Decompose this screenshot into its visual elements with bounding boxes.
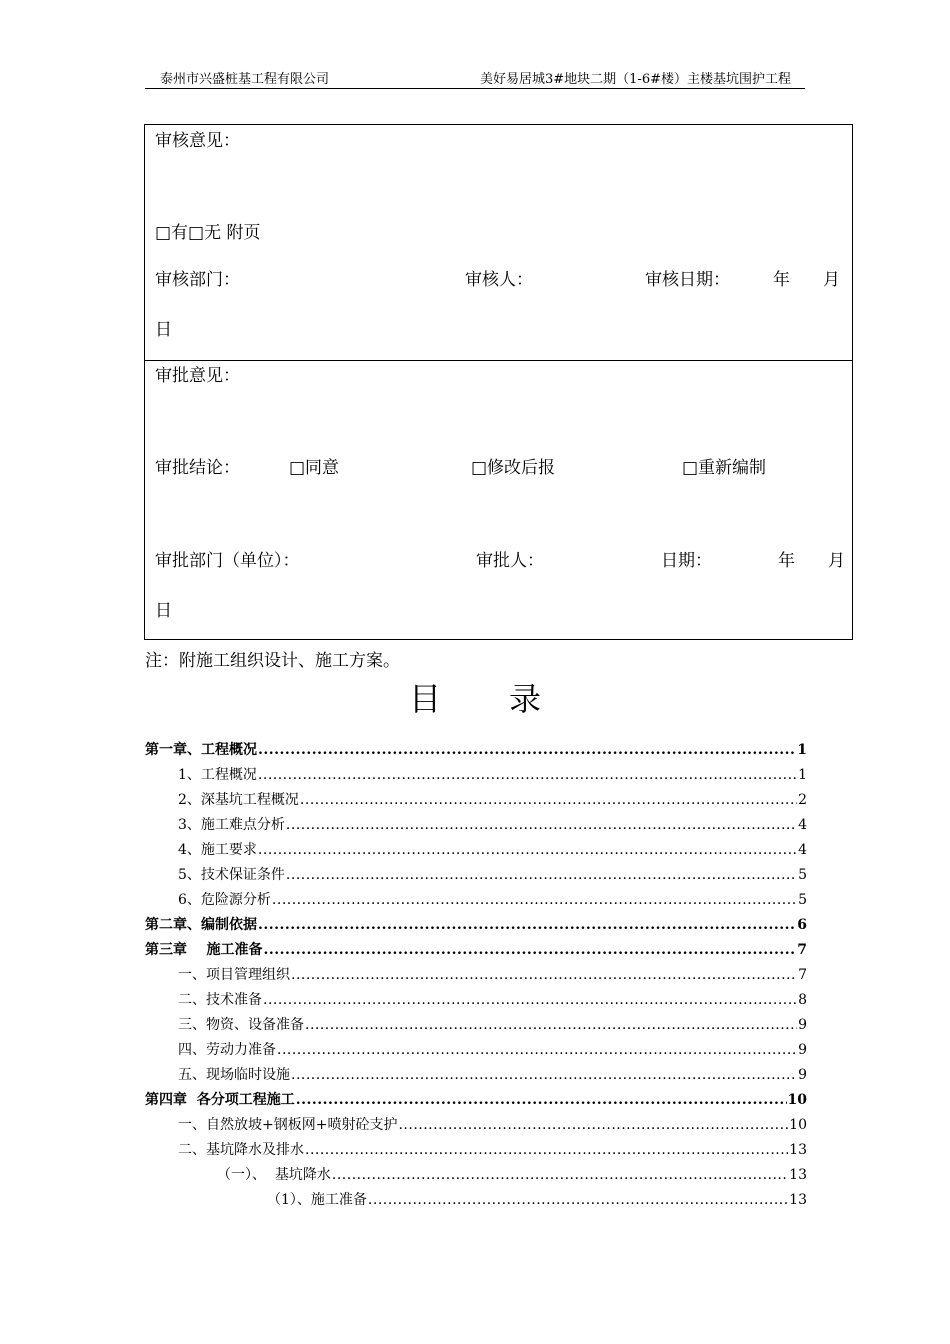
approval-month-label: 月 (828, 551, 845, 571)
toc-entry[interactable] (145, 1138, 807, 1163)
toc-entry-page: 7 (798, 967, 807, 983)
toc-entry-page: 5 (798, 867, 807, 883)
toc-entry-page: 9 (798, 1017, 807, 1033)
toc-leader-dots (286, 863, 797, 888)
toc-entry[interactable] (145, 1038, 807, 1063)
reviewer-label: 审核人： (465, 270, 533, 290)
toc-entry-label: 第三章 施工准备 (145, 942, 263, 958)
toc-entry-page: 4 (798, 842, 807, 858)
toc-entry-page: 13 (789, 1167, 807, 1183)
toc-entry[interactable] (145, 913, 807, 938)
toc-entry-label: （1）、施工准备 (267, 1192, 367, 1208)
toc-leader-dots (300, 788, 797, 813)
approval-date-label: 日期： (661, 551, 712, 571)
toc-leader-dots (263, 988, 797, 1013)
toc-entry[interactable] (145, 813, 807, 838)
toc-entry-label: 四、劳动力准备 (178, 1042, 276, 1058)
approver-label: 审批人： (476, 551, 544, 571)
toc-entry-label: 二、基坑降水及排水 (178, 1142, 304, 1158)
toc-entry[interactable] (145, 963, 807, 988)
toc-leader-dots (291, 963, 797, 988)
toc-leader-dots (305, 1138, 788, 1163)
toc-entry-label: 5、技术保证条件 (178, 867, 285, 883)
review-section (145, 125, 852, 361)
toc-entry-label: 6、危险源分析 (178, 892, 271, 908)
toc-entry-label: 2、深基坑工程概况 (178, 792, 299, 808)
toc-entry-label: 二、技术准备 (178, 992, 262, 1008)
toc-leader-dots (296, 1088, 787, 1113)
toc-entry-label: 第四章 各分项工程施工 (145, 1092, 295, 1108)
approval-dept-label: 审批部门（单位）： (155, 551, 300, 571)
toc-leader-dots (368, 1188, 788, 1213)
toc-leader-dots (272, 888, 797, 913)
review-month-label: 月 (823, 270, 840, 290)
company-name: 泰州市兴盛桩基工程有限公司 (160, 72, 330, 87)
toc-entry-label: （一）、 基坑降水 (217, 1167, 331, 1183)
toc-entry-label: 1、工程概况 (178, 767, 257, 783)
toc-entry-page: 8 (798, 992, 807, 1008)
toc-entry-label: 3、施工难点分析 (178, 817, 285, 833)
attachment-note: 注：附施工组织设计、施工方案。 (145, 651, 400, 671)
toc-entry-page: 1 (798, 767, 807, 783)
approval-conclusion-label: 审批结论： (155, 458, 240, 478)
toc-entry[interactable] (145, 938, 807, 963)
toc-entry-page: 5 (798, 892, 807, 908)
toc-entry[interactable] (145, 988, 807, 1013)
review-year-label: 年 (773, 270, 790, 290)
option-redo-checkbox[interactable]: □重新编制 (682, 458, 767, 478)
toc-entry[interactable] (145, 763, 807, 788)
toc-entry-label: 第一章、工程概况 (145, 742, 257, 758)
option-revise-checkbox[interactable]: □修改后报 (471, 458, 556, 478)
toc-title: 目录 (408, 680, 609, 718)
toc-leader-dots (258, 913, 796, 938)
toc-entry-label: 第二章、编制依据 (145, 917, 257, 933)
toc-leader-dots (258, 763, 797, 788)
approval-opinion-label: 审批意见： (155, 366, 240, 386)
toc-entry[interactable] (145, 1088, 807, 1113)
toc-entry[interactable] (145, 888, 807, 913)
toc-entry-page: 10 (787, 1092, 807, 1108)
project-name: 美好易居城3#地块二期（1-6#楼）主楼基坑围护工程 (480, 72, 791, 87)
toc-leader-dots (258, 838, 797, 863)
toc-leader-dots (332, 1163, 788, 1188)
review-date-label: 审核日期： (645, 270, 730, 290)
toc-entry-page: 9 (798, 1042, 807, 1058)
toc-leader-dots (286, 813, 797, 838)
approval-day-label: 日 (155, 601, 172, 621)
toc-leader-dots (398, 1113, 788, 1138)
toc-entry[interactable] (145, 1113, 807, 1138)
toc-entry-page: 4 (798, 817, 807, 833)
attachment-checkboxes[interactable]: □有□无 附页 (155, 223, 261, 243)
approval-year-label: 年 (778, 551, 795, 571)
toc-entry-page: 13 (789, 1192, 807, 1208)
toc-leader-dots (291, 1063, 797, 1088)
toc-entry-page: 9 (798, 1067, 807, 1083)
toc-entry-label: 4、施工要求 (178, 842, 257, 858)
toc-entry[interactable] (145, 1013, 807, 1038)
review-dept-label: 审核部门： (155, 270, 240, 290)
toc-entry[interactable] (145, 863, 807, 888)
toc-entry-page: 7 (797, 942, 807, 958)
toc-entry-page: 6 (797, 917, 807, 933)
option-agree-checkbox[interactable]: □同意 (289, 458, 340, 478)
toc-entry-page: 13 (789, 1142, 807, 1158)
table-of-contents (145, 738, 807, 1213)
toc-entry[interactable] (145, 1063, 807, 1088)
toc-entry-page: 10 (789, 1117, 807, 1133)
toc-entry[interactable] (145, 1188, 807, 1213)
review-day-label: 日 (155, 320, 172, 340)
toc-entry-label: 五、现场临时设施 (178, 1067, 290, 1083)
approval-section (145, 360, 852, 640)
toc-leader-dots (258, 738, 796, 763)
approval-form (144, 124, 853, 640)
page-header (145, 66, 805, 89)
toc-entry[interactable] (145, 1163, 807, 1188)
toc-entry-page: 1 (797, 742, 807, 758)
toc-entry-label: 三、物资、设备准备 (178, 1017, 304, 1033)
toc-entry-label: 一、自然放坡+钢板网+喷射砼支护 (178, 1117, 398, 1133)
toc-leader-dots (277, 1038, 797, 1063)
toc-entry[interactable] (145, 838, 807, 863)
toc-leader-dots (305, 1013, 797, 1038)
toc-leader-dots (264, 938, 797, 963)
toc-entry-page: 2 (798, 792, 807, 808)
toc-entry[interactable] (145, 788, 807, 813)
toc-entry[interactable] (145, 738, 807, 763)
toc-entry-label: 一、项目管理组织 (178, 967, 290, 983)
review-opinion-label: 审核意见： (155, 131, 240, 151)
